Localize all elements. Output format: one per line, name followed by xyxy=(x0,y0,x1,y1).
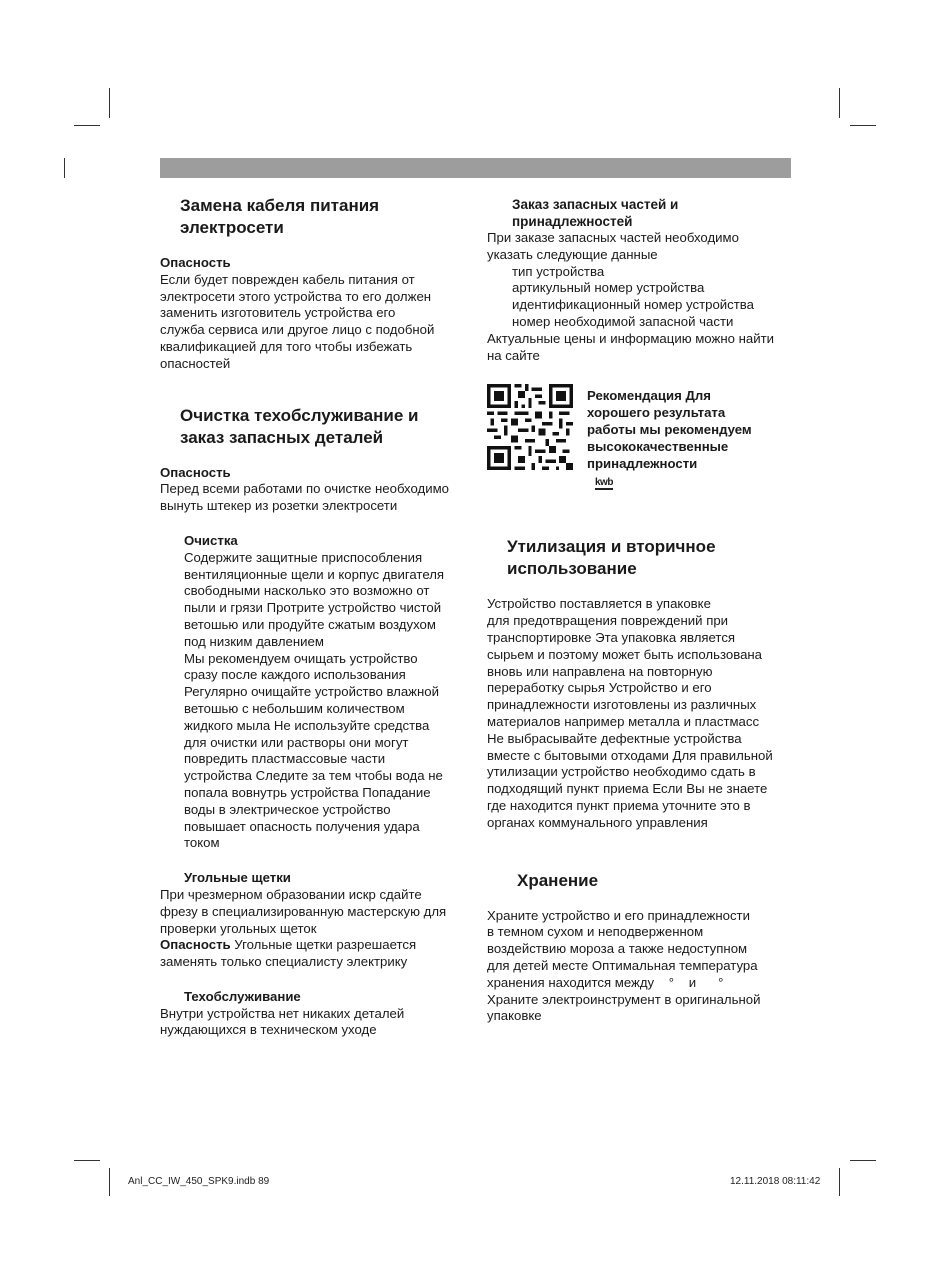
cable-text: Опасность Если будет поврежден кабель питания от электросети этого устройства то его должен заменить изготовитель устройства его служба сервиса или другое лицо с подобной квалификацией для того чтобы избежать опасностей xyxy=(160,255,435,371)
recommendation-text: Рекомендация Для хорошего результата работы мы рекомендуем высококачественные принадлежности kwb xyxy=(587,388,752,489)
section-heading-storage: Хранение xyxy=(517,870,599,890)
disposal-text: Устройство поставляется в упаковке для предотвращения повреждений при транспортировке Эта упаковка является сырьем и поэтому может быть использована вновь или направлена на повторную переработку сырья Устройство и его принадлежности изготовлены из различных материалов например металла и пластмасс Не выбрасывайте дефектные устройства вместе с бытовыми отходами Для правильной утилизации устройство необходимо сдать в подходящий пункт приема Если Вы не знаете где находится пункт приема уточните это в органах коммунального управления xyxy=(487,596,773,830)
header-bar xyxy=(160,158,791,178)
crop-mark xyxy=(850,125,876,126)
section-heading-cable: Замена кабеля питания электросети xyxy=(180,196,380,237)
right-column xyxy=(487,193,797,1025)
recommendation-block xyxy=(487,384,797,490)
crop-mark xyxy=(109,1168,110,1196)
parts-text: При заказе запасных частей необходимо указать следующие данные тип устройства артикульный номер устройства идентификационный номер устройства номер необходимой запасной части Актуальные цены и информацию можно найти на сайте xyxy=(487,230,774,363)
crop-mark xyxy=(74,125,100,126)
crop-mark xyxy=(850,1160,876,1161)
maintenance-subsection: Техобслуживание Внутри устройства нет никаких деталей нуждающихся в техническом уходе xyxy=(160,988,405,1038)
crop-mark xyxy=(839,88,840,118)
crop-mark xyxy=(74,1160,100,1161)
crop-mark xyxy=(64,158,65,178)
crop-mark xyxy=(839,1168,840,1196)
footer-timestamp: 12.11.2018 08:11:42 xyxy=(730,1176,821,1187)
crop-mark xyxy=(109,88,110,118)
brushes-subsection: Угольные щетки При чрезмерном образовании искр сдайте фрезу в специализированную мастерскую для проверки угольных щеток Опасность Угольные щетки разрешается заменять только специалисту электрику xyxy=(160,870,447,970)
storage-text: Храните устройство и его принадлежности в темном сухом и неподверженном воздействию мороза а также недоступном для детей месте Оптимальная температура хранения находится между ° и ° Храните электроинструмент в оригинальной упаковке xyxy=(487,907,761,1024)
section-heading-cleaning: Очистка техобслуживание и заказ запасных деталей xyxy=(180,405,419,447)
cleaning-danger-text: Опасность Перед всеми работами по очистке необходимо вынуть штекер из розетки электросети xyxy=(160,464,450,514)
left-column xyxy=(160,193,470,1039)
qr-code-icon[interactable] xyxy=(487,384,573,470)
kwb-logo: kwb xyxy=(595,477,613,489)
section-heading-disposal: Утилизация и вторичное использование xyxy=(507,537,716,579)
footer-file-name: Anl_CC_IW_450_SPK9.indb 89 xyxy=(128,1176,270,1187)
parts-heading: Заказ запасных частей и принадлежностей xyxy=(512,197,679,229)
cleaning-subsection: Очистка Содержите защитные приспособления вентиляционные щели и корпус двигателя свободными насколько это возможно от пыли и грязи Протрите устройство чистой ветошью или продуйте сжатым воздухом под низким давлением Мы рекомендуем очищать устройство сразу после каждого использования Регулярно очищайте устройство влажной ветошью с небольшим количеством жидкого мыла Не используйте средства для очистки или растворы они могут повредить пластмассовые части устройства Следите за тем чтобы вода не попала вовнутрь устройства Попадание воды в электрическое устройство повышает опасность получения удара током xyxy=(184,532,445,851)
